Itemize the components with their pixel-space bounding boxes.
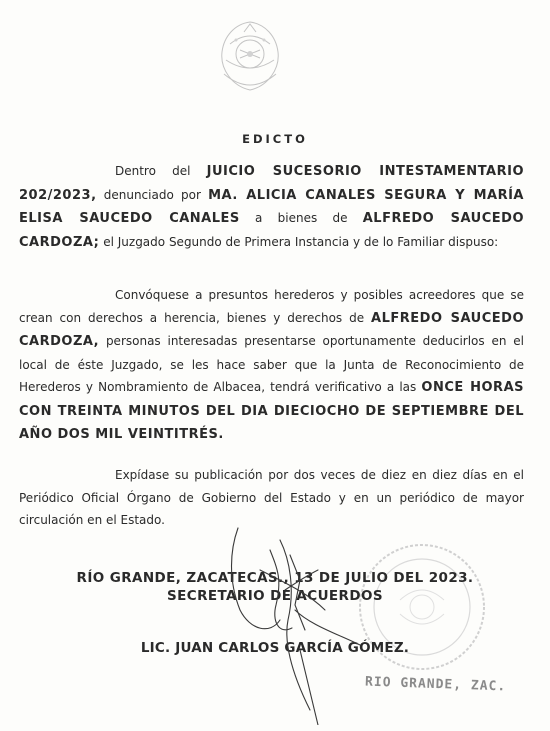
case-number: JUICIO SUCESORIO INTESTAMENTARIO 202/2023, [19,164,525,203]
intro-text-1: Dentro del [115,164,191,178]
complainants: MA. ALICIA CANALES SEGURA Y MARÍA ELISA SAUCEDO CANALES [19,187,524,226]
deceased-name-2: ALFREDO SAUCEDO CARDOZA, [19,310,524,349]
location-stamp: RIO GRANDE, ZAC. [364,674,507,695]
deceased-name: ALFREDO SAUCEDO CARDOZA; [19,211,524,250]
hearing-datetime: ONCE HORAS CON TREINTA MINUTOS DEL DIA DIECIOCHO DE SEPTIEMBRE DEL AÑO DOS MIL VEINTITRÉS. [19,380,524,442]
intro-text-3: a bienes de [255,211,348,225]
place-date: RÍO GRANDE, ZACATECAS., 13 DE JULIO DEL 2023. [76,570,474,586]
signer-position: SECRETARIO DE ACUERDOS [167,588,383,604]
document-title: EDICTO [242,132,308,146]
paragraph-intro [19,160,524,254]
intro-text-4: el Juzgado Segundo de Primera Instancia y de lo Familiar dispuso: [103,234,499,249]
publication-text: Expídase su publicación por dos veces de diez en diez días en el Periódico Oficial Órgano de Gobierno del Estado y en un periódico de mayor circulación en el Estado. [19,468,524,527]
paragraph-convocation [19,284,524,447]
coat-of-arms-seal [210,14,290,104]
handwritten-signature [200,510,390,725]
intro-text-2: denunciado por [103,187,201,202]
convocation-text-2: personas interesadas presentarse oportunamente deducirlos en el local de éste Juzgado, se les hace saber que la Junta de Reconocimiento de Herederos y Nombramiento de Albacea, tendrá verificativo a las [19,334,524,394]
signer-name: LIC. JUAN CARLOS GARCÍA GÓMEZ. [140,640,410,656]
convocation-text-1: Convóquese a presuntos herederos y posibles acreedores que se crean con derechos a herencia, bienes y derechos de [19,288,524,325]
